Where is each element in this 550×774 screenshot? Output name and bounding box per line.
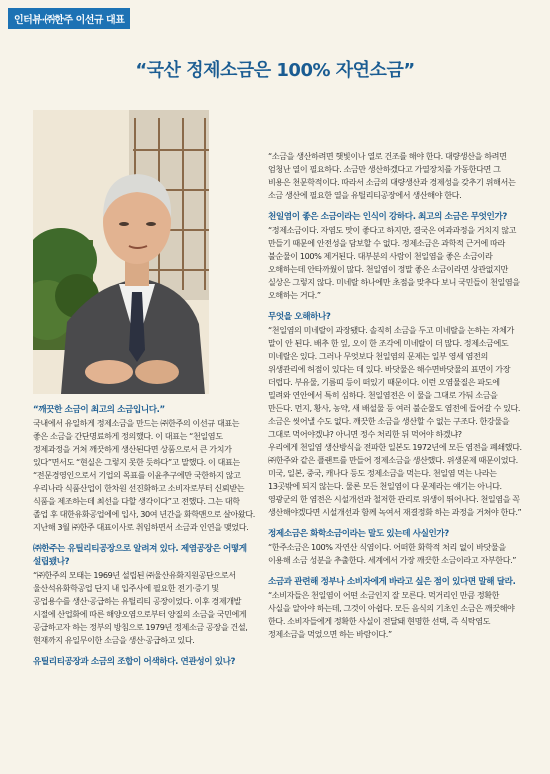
portrait-photo (33, 110, 209, 394)
answer-paragraph: “소금을 생산하려면 햇빛이나 열로 건조를 해야 한다. 대량생산을 하려면 엄청난 열이 필요하다. 소금만 생산하겠다고 가열장치를 가동한다면 그 비용은 천문학적이다. 따라서 소금의 대량생산과 경제성을 갖추기 위해서는 소금 생산에 필요한 열을 유틸리티공장에서 생산해야 한다. (268, 151, 516, 200)
question-heading: 소금과 관련해 정부나 소비자에게 바라고 싶은 점이 있다면 말해 달라. (268, 577, 516, 587)
right-column (268, 150, 522, 650)
question-heading: 정제소금은 화학소금이라는 말도 있는데 사실인가? (268, 529, 449, 539)
question-heading: ㈜한주는 유틸리티공장으로 알려져 있다. 제염공장은 어떻게 설립됐나? (33, 544, 247, 567)
question-heading: 천일염이 좋은 소금이라는 인식이 강하다. 최고의 소금은 무엇인가? (268, 212, 507, 222)
answer-paragraph: 국내에서 유일하게 정제소금을 만드는 ㈜한주의 이선규 대표는 좋은 소금을 간단명료하게 정의했다. 이 대표는 “천일염도 정제과정을 거쳐 깨끗하게 생산된다면 상품으로서 큰 가치가 있다”면서도 “현실은 그렇지 못한 듯하다”고 말했다. 이 대표는 “전문경영인으로서 기업의 목표를 이윤추구에만 국한하지 않고 우리나라 식품산업이 한차원 선진화하고 소비자로부터 신뢰받는 식품을 제조하는데 최선을 다할 생각이다”고 전했다. 그는 대학 졸업 후 대한유화공업에에 입사, 30여 년간을 화학맨으로 살아왔다. 지난해 3월 ㈜한주 대표이사로 취임하면서 소금과 인연을 맺었다. (33, 418, 255, 532)
section-tag: 인터뷰·㈜한주 이선규 대표 (8, 8, 130, 29)
answer-paragraph: “한주소금은 100% 자연산 식염이다. 어떠한 화학적 처리 없이 바닷물을 이용해 소금 성분을 추출한다. 세계에서 가장 깨끗한 소금이라고 자부한다.” (268, 542, 517, 565)
portrait-illustration (33, 110, 209, 394)
answer-paragraph: “소비자들은 천일염이 어떤 소금인지 잘 모른다. 먹거리인 만큼 정확한 사실을 알아야 하는데, 그것이 아쉽다. 모든 음식의 기초인 소금은 깨끗해야 한다. 소비자들에게 정확한 사실이 전달돼 현명한 선택, 즉 식탁염도 정제소금을 먹었으면 하는 바람이다.” (268, 590, 515, 639)
question-heading: 무엇을 오해하나? (268, 312, 331, 322)
question-heading: “깨끗한 소금이 최고의 소금입니다.” (33, 405, 165, 415)
answer-paragraph: “㈜한주의 모태는 1969년 설립된 ㈜울산유화지원공단으로서 울산석유화학공업 단지 내 입주사에 필요한 전기·증기 및 공업용수를 생산·공급하는 유틸리티 공장이었다. 이후 경제개발 시절에 산업화에 따른 해양오염으로부터 양질의 소금을 국민에게 공급하고자 하는 정부의 방침으로 1979년 정제소금 공장을 건설, 현재까지 유일무이한 소금을 생산·공급하고 있다. (33, 570, 248, 645)
page-headline: “국산 정제소금은 100% 자연소금” (135, 60, 415, 81)
answer-paragraph: “천일염의 미네랄이 과장됐다. 솔직히 소금을 두고 미네랄을 논하는 자체가 말이 안 된다. 배추 한 잎, 오이 한 조각에 미네랄이 더 많다. 정제소금에도 미네랄은 있다. 그러나 무엇보다 천일염의 문제는 일부 영세 염전의 위생관리에 허점이 있다는 데 있다. 바닷물은 해수면바닷물의 표면이 가장 더럽다. 부유물, 기름띠 등이 떠있기 때문이다. 이런 오염물질은 파도에 밀려와 연안에서 특히 심하다. 천일염전은 이 물을 그대로 가둬 소금을 만든다. 먼지, 황사, 농약, 새 배설물 등 여러 불순물도 염전에 들어갈 수 있다. 소금은 씻어낼 수도 없다. 깨끗한 소금을 생산할 수 없는 구조다. 한강물을 그대로 먹어야겠냐? 아니면 정수 처리한 뒤 먹어야 하겠냐? 우리에게 천일염 생산방식을 전파한 일본도 1972년에 모든 염전을 폐쇄했다. ㈜한주와 같은 플랜트를 만들어 정제소금을 생산했다. 위생문제 때문이었다. 미국, 일본, 중국, 캐나다 등도 정제소금을 먹는다. 천일염 먹는 나라는 13곳밖에 되지 않는다. 물론 모든 천일염이 다 문제라는 얘기는 아니다. 영광군의 한 염전은 시설개선과 철저한 관리로 위생이 뛰어나다. 천일염을 꼭 생산해야겠다면 시설개선과 함께 녹여서 재결정화 하는 과정을 거쳐야 한다.” (268, 325, 522, 517)
left-column (33, 404, 255, 678)
question-heading: 유틸리티공장과 소금의 조합이 어색하다. 연관성이 있나? (33, 657, 236, 667)
answer-paragraph: “정제소금이다. 자염도 맛이 좋다고 하지만, 결국은 여과과정을 거치지 않고 만들기 때문에 안전성을 담보할 수 없다. 정제소금은 과학적 근거에 따라 불순물이 100% 제거된다. 대부분의 사람이 천일염을 좋은 소금이라 오해하는데 안타까웠이 많다. 천일염이 정말 좋은 소금이라면 상관없지만 실상은 그렇지 않다. 미네랄 하나에만 초점을 맞추다 보니 국민들이 천일염을 오해하는 거다.” (268, 225, 520, 300)
